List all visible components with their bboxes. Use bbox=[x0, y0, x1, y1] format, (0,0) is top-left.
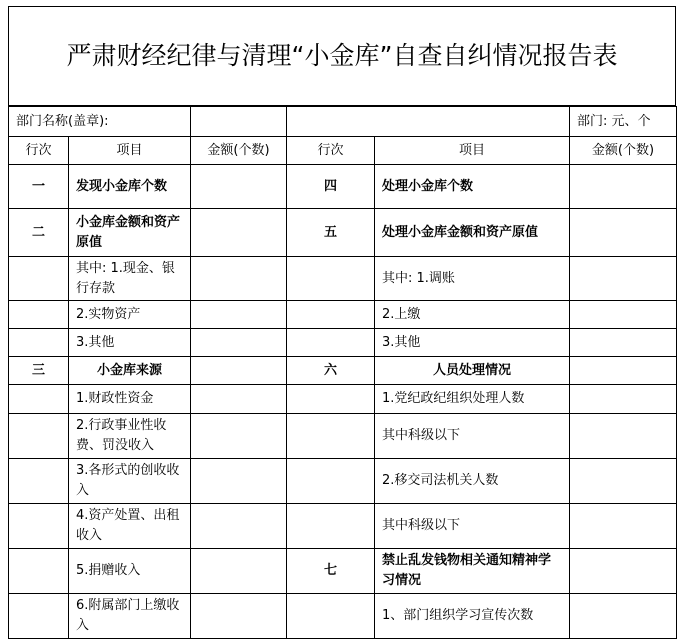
left-item-header: 项目 bbox=[68, 136, 191, 165]
right-item-cell: 其中: 1.调账 bbox=[374, 256, 570, 301]
right-seq-cell: 四 bbox=[286, 164, 375, 209]
left-item-cell: 其中: 1.现金、银行存款 bbox=[68, 256, 191, 301]
left-amount-cell bbox=[190, 356, 287, 385]
right-item-cell: 2.上缴 bbox=[374, 300, 570, 329]
dept-name-label: 部门名称(盖章): bbox=[8, 106, 191, 137]
left-amount-cell bbox=[190, 593, 287, 639]
right-seq-cell: 五 bbox=[286, 208, 375, 257]
right-seq-cell bbox=[286, 593, 375, 639]
right-seq-cell bbox=[286, 503, 375, 549]
right-amount-cell bbox=[569, 413, 677, 459]
right-seq-cell bbox=[286, 413, 375, 459]
right-item-cell: 人员处理情况 bbox=[374, 356, 570, 385]
left-seq-cell bbox=[8, 256, 69, 301]
left-amount-cell bbox=[190, 208, 287, 257]
left-seq-cell bbox=[8, 300, 69, 329]
right-amount-cell bbox=[569, 548, 677, 594]
right-item-cell: 其中科级以下 bbox=[374, 503, 570, 549]
right-amount-cell bbox=[569, 356, 677, 385]
right-amount-cell bbox=[569, 328, 677, 357]
left-seq-header: 行次 bbox=[8, 136, 69, 165]
right-seq-cell: 六 bbox=[286, 356, 375, 385]
right-seq-cell bbox=[286, 458, 375, 504]
left-seq-cell bbox=[8, 548, 69, 594]
left-item-cell: 2.行政事业性收费、罚没收入 bbox=[68, 413, 191, 459]
left-seq-cell bbox=[8, 413, 69, 459]
right-seq-cell bbox=[286, 328, 375, 357]
left-amount-cell bbox=[190, 384, 287, 414]
right-amount-header: 金额(个数) bbox=[569, 136, 677, 165]
right-seq-cell bbox=[286, 256, 375, 301]
left-seq-cell: 二 bbox=[8, 208, 69, 257]
right-amount-cell bbox=[569, 164, 677, 209]
left-amount-cell bbox=[190, 300, 287, 329]
unit-label: 部门: 元、个 bbox=[569, 106, 677, 137]
left-seq-cell bbox=[8, 503, 69, 549]
dept-stamp-value bbox=[286, 106, 570, 137]
right-item-cell: 其中科级以下 bbox=[374, 413, 570, 459]
right-item-cell: 3.其他 bbox=[374, 328, 570, 357]
left-seq-cell: 一 bbox=[8, 164, 69, 209]
left-item-cell: 3.其他 bbox=[68, 328, 191, 357]
left-item-cell: 3.各形式的创收收入 bbox=[68, 458, 191, 504]
right-seq-cell: 七 bbox=[286, 548, 375, 594]
right-amount-cell bbox=[569, 593, 677, 639]
left-amount-cell bbox=[190, 413, 287, 459]
right-item-cell: 处理小金库个数 bbox=[374, 164, 570, 209]
left-item-cell: 2.实物资产 bbox=[68, 300, 191, 329]
right-item-header: 项目 bbox=[374, 136, 570, 165]
right-amount-cell bbox=[569, 458, 677, 504]
left-amount-cell bbox=[190, 503, 287, 549]
left-item-cell: 小金库金额和资产原值 bbox=[68, 208, 191, 257]
right-item-cell: 处理小金库金额和资产原值 bbox=[374, 208, 570, 257]
title-text: 严肃财经纪律与清理“小金库”自查自纠情况报告表 bbox=[66, 41, 618, 70]
right-amount-cell bbox=[569, 300, 677, 329]
left-item-cell: 6.附属部门上缴收入 bbox=[68, 593, 191, 639]
left-seq-cell bbox=[8, 593, 69, 639]
right-item-cell: 1.党纪政纪组织处理人数 bbox=[374, 384, 570, 414]
right-item-cell: 禁止乱发钱物相关通知精神学习情况 bbox=[374, 548, 570, 594]
left-item-cell: 4.资产处置、出租收入 bbox=[68, 503, 191, 549]
right-amount-cell bbox=[569, 208, 677, 257]
right-seq-header: 行次 bbox=[286, 136, 375, 165]
right-item-cell: 1、部门组织学习宣传次数 bbox=[374, 593, 570, 639]
left-seq-cell bbox=[8, 328, 69, 357]
right-amount-cell bbox=[569, 256, 677, 301]
right-seq-cell bbox=[286, 384, 375, 414]
left-item-cell: 发现小金库个数 bbox=[68, 164, 191, 209]
dept-name-value bbox=[190, 106, 287, 137]
left-item-cell: 小金库来源 bbox=[68, 356, 191, 385]
left-seq-cell bbox=[8, 458, 69, 504]
right-amount-cell bbox=[569, 384, 677, 414]
right-amount-cell bbox=[569, 503, 677, 549]
left-amount-header: 金额(个数) bbox=[190, 136, 287, 165]
left-seq-cell bbox=[8, 384, 69, 414]
left-amount-cell bbox=[190, 548, 287, 594]
right-seq-cell bbox=[286, 300, 375, 329]
page-title bbox=[8, 6, 676, 106]
right-item-cell: 2.移交司法机关人数 bbox=[374, 458, 570, 504]
left-seq-cell: 三 bbox=[8, 356, 69, 385]
left-amount-cell bbox=[190, 458, 287, 504]
left-amount-cell bbox=[190, 256, 287, 301]
left-amount-cell bbox=[190, 164, 287, 209]
left-amount-cell bbox=[190, 328, 287, 357]
left-item-cell: 1.财政性资金 bbox=[68, 384, 191, 414]
left-item-cell: 5.捐赠收入 bbox=[68, 548, 191, 594]
